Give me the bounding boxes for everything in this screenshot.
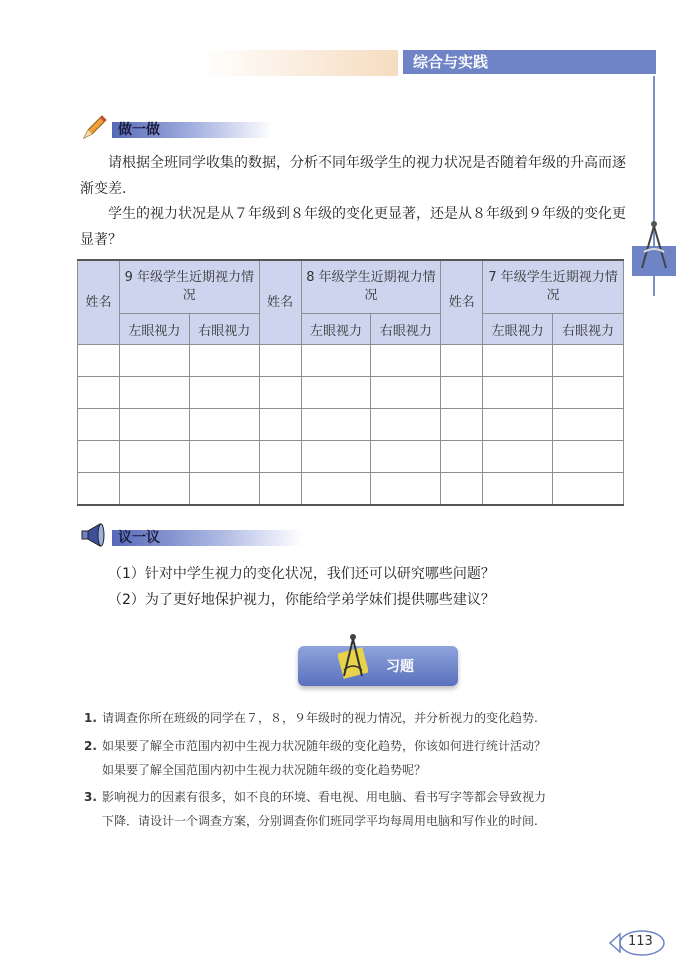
table-cell xyxy=(259,345,301,377)
table-row xyxy=(78,473,624,506)
chapter-header xyxy=(403,50,656,74)
table-cell xyxy=(189,345,259,377)
section-discuss xyxy=(80,526,320,548)
left-eye-header: 左眼视力 xyxy=(483,314,553,345)
paragraph-2: 学生的视力状况是从７年级到８年级的变化更显著，还是从８年级到９年级的变化更显著？ xyxy=(80,206,626,248)
grade7-header: 7 年级学生近期视力情况 xyxy=(483,260,624,314)
table-cell xyxy=(78,473,120,506)
exercises-badge xyxy=(298,646,458,686)
table-cell xyxy=(189,441,259,473)
table-body xyxy=(78,345,624,506)
table-cell xyxy=(553,345,624,377)
table-cell xyxy=(119,441,189,473)
vision-table xyxy=(77,259,624,506)
section-do xyxy=(80,118,280,140)
table-cell xyxy=(301,345,371,377)
header-gradient xyxy=(200,50,398,76)
compass-icon xyxy=(632,218,676,276)
right-eye-header: 右眼视力 xyxy=(371,314,441,345)
table-cell xyxy=(119,345,189,377)
page-number-text: 113 xyxy=(628,934,653,949)
question-1: （1）针对中学生视力的变化状况，我们还可以研究哪些问题？ xyxy=(108,566,495,582)
left-eye-header: 左眼视力 xyxy=(301,314,371,345)
table-cell xyxy=(371,409,441,441)
grade9-header: 9 年级学生近期视力情况 xyxy=(119,260,259,314)
table-cell xyxy=(483,473,553,506)
table-cell xyxy=(259,377,301,409)
table-cell xyxy=(301,441,371,473)
table-cell xyxy=(553,377,624,409)
table-cell xyxy=(483,377,553,409)
table-cell xyxy=(441,345,483,377)
table-cell xyxy=(483,345,553,377)
table-row xyxy=(78,377,624,409)
table-cell xyxy=(78,441,120,473)
name-header: 姓名 xyxy=(78,260,120,345)
table-cell xyxy=(301,377,371,409)
table-cell xyxy=(441,409,483,441)
exercise-2-cont: 如果要了解全国范围内初中生视力状况随年级的变化趋势呢？ xyxy=(102,763,427,777)
table-cell xyxy=(371,345,441,377)
table-cell xyxy=(78,345,120,377)
exercises-banner xyxy=(298,646,458,686)
table-cell xyxy=(483,409,553,441)
table-cell xyxy=(78,409,120,441)
table-cell xyxy=(189,409,259,441)
table-row xyxy=(78,345,624,377)
table-cell xyxy=(441,473,483,506)
table-cell xyxy=(371,473,441,506)
table-cell xyxy=(119,473,189,506)
table-cell xyxy=(441,377,483,409)
table-cell xyxy=(301,409,371,441)
table-row xyxy=(78,441,624,473)
table-cell xyxy=(189,473,259,506)
table-cell xyxy=(553,441,624,473)
chapter-title: 综合与实践 xyxy=(413,53,489,71)
page-number xyxy=(606,928,666,958)
table-cell xyxy=(483,441,553,473)
paragraph-1: 请根据全班同学收集的数据，分析不同年级学生的视力状况是否随着年级的升高而逐渐变差. xyxy=(80,155,626,197)
exercise-3: 3. 影响视力的因素有很多，如不良的环境、看电视、用电脑、看书写字等都会导致视力 xyxy=(84,790,547,804)
table-cell xyxy=(371,377,441,409)
exercise-1: 1. 请调查你所在班级的同学在７，８，９年级时的视力情况，并分析视力的变化趋势. xyxy=(84,711,538,725)
name-header: 姓名 xyxy=(259,260,301,345)
table-cell xyxy=(119,409,189,441)
table-cell xyxy=(119,377,189,409)
name-header: 姓名 xyxy=(441,260,483,345)
table-cell xyxy=(441,441,483,473)
grade8-header: 8 年级学生近期视力情况 xyxy=(301,260,441,314)
megaphone-icon xyxy=(80,520,114,550)
left-eye-header: 左眼视力 xyxy=(119,314,189,345)
exercise-3-cont: 下降．请设计一个调查方案，分别调查你们班同学平均每周用电脑和写作业的时间. xyxy=(102,814,538,828)
table-cell xyxy=(259,441,301,473)
exercise-2: 2. 如果要了解全市范围内初中生视力状况随年级的变化趋势，你该如何进行统计活动？ xyxy=(84,739,547,753)
pencil-icon xyxy=(80,112,110,142)
table-cell xyxy=(371,441,441,473)
table-cell xyxy=(259,409,301,441)
table-cell xyxy=(259,473,301,506)
right-eye-header: 右眼视力 xyxy=(189,314,259,345)
table-cell xyxy=(301,473,371,506)
section-title: 议一议 xyxy=(118,530,160,546)
table-cell xyxy=(553,409,624,441)
right-eye-header: 右眼视力 xyxy=(553,314,624,345)
table-cell xyxy=(189,377,259,409)
compass-drawing-icon xyxy=(338,632,368,680)
table-cell xyxy=(553,473,624,506)
table-cell xyxy=(78,377,120,409)
exercises-title: 习题 xyxy=(386,659,414,675)
table-row xyxy=(78,409,624,441)
section-title: 做一做 xyxy=(118,122,160,138)
question-2: （2）为了更好地保护视力，你能给学弟学妹们提供哪些建议？ xyxy=(108,592,495,608)
